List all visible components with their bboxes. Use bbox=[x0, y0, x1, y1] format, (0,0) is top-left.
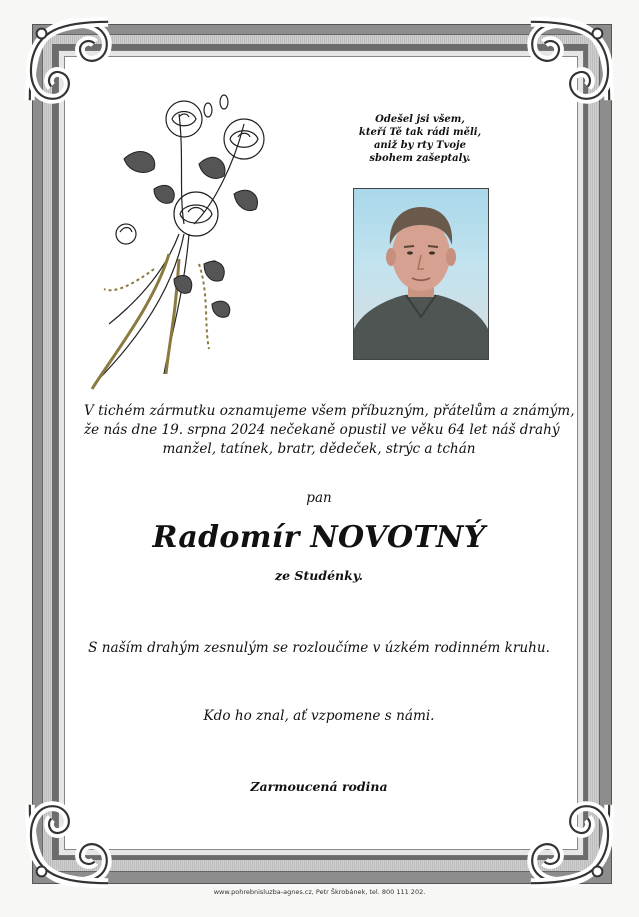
deceased-name: Radomír NOVOTNÝ bbox=[152, 520, 486, 555]
family-signature: Zarmoucená rodina bbox=[250, 779, 388, 794]
poem-line: kteří Tě tak rádi měli, bbox=[358, 127, 482, 138]
announcement-line: že nás dne 19. srpna 2024 nečekaně opustil ve věku 64 let náš drahý bbox=[84, 422, 560, 438]
portrait-photo bbox=[353, 188, 489, 360]
farewell-text: S naším drahým zesnulým se rozloučíme v úzkém rodinném kruhu. bbox=[88, 640, 550, 656]
poem-line: aniž by rty Tvoje bbox=[373, 140, 467, 151]
title-word: pan bbox=[306, 490, 332, 506]
announcement-text bbox=[84, 402, 575, 459]
remembrance-text: Kdo ho znal, ať vzpomene s námi. bbox=[203, 708, 435, 724]
announcement-line: manžel, tatínek, bratr, dědeček, strýc a tchán bbox=[162, 441, 476, 457]
poem-verse bbox=[352, 113, 488, 165]
footer-contact: www.pohrebnisluzba-agnes.cz, Petr Škrobánek, tel. 800 111 202. bbox=[213, 888, 426, 896]
rose-bouquet-illustration bbox=[84, 84, 274, 404]
scroll-ornament-icon bbox=[20, 795, 118, 893]
hometown: ze Studénky. bbox=[275, 568, 363, 583]
announcement-line: V tichém zármutku oznamujeme všem příbuzným, přátelům a známým, bbox=[84, 403, 575, 419]
scroll-ornament-icon bbox=[521, 12, 619, 110]
scroll-ornament-icon bbox=[521, 795, 619, 893]
poem-line: Odešel jsi všem, bbox=[375, 114, 465, 125]
poem-line: sbohem zašeptaly. bbox=[369, 153, 471, 164]
